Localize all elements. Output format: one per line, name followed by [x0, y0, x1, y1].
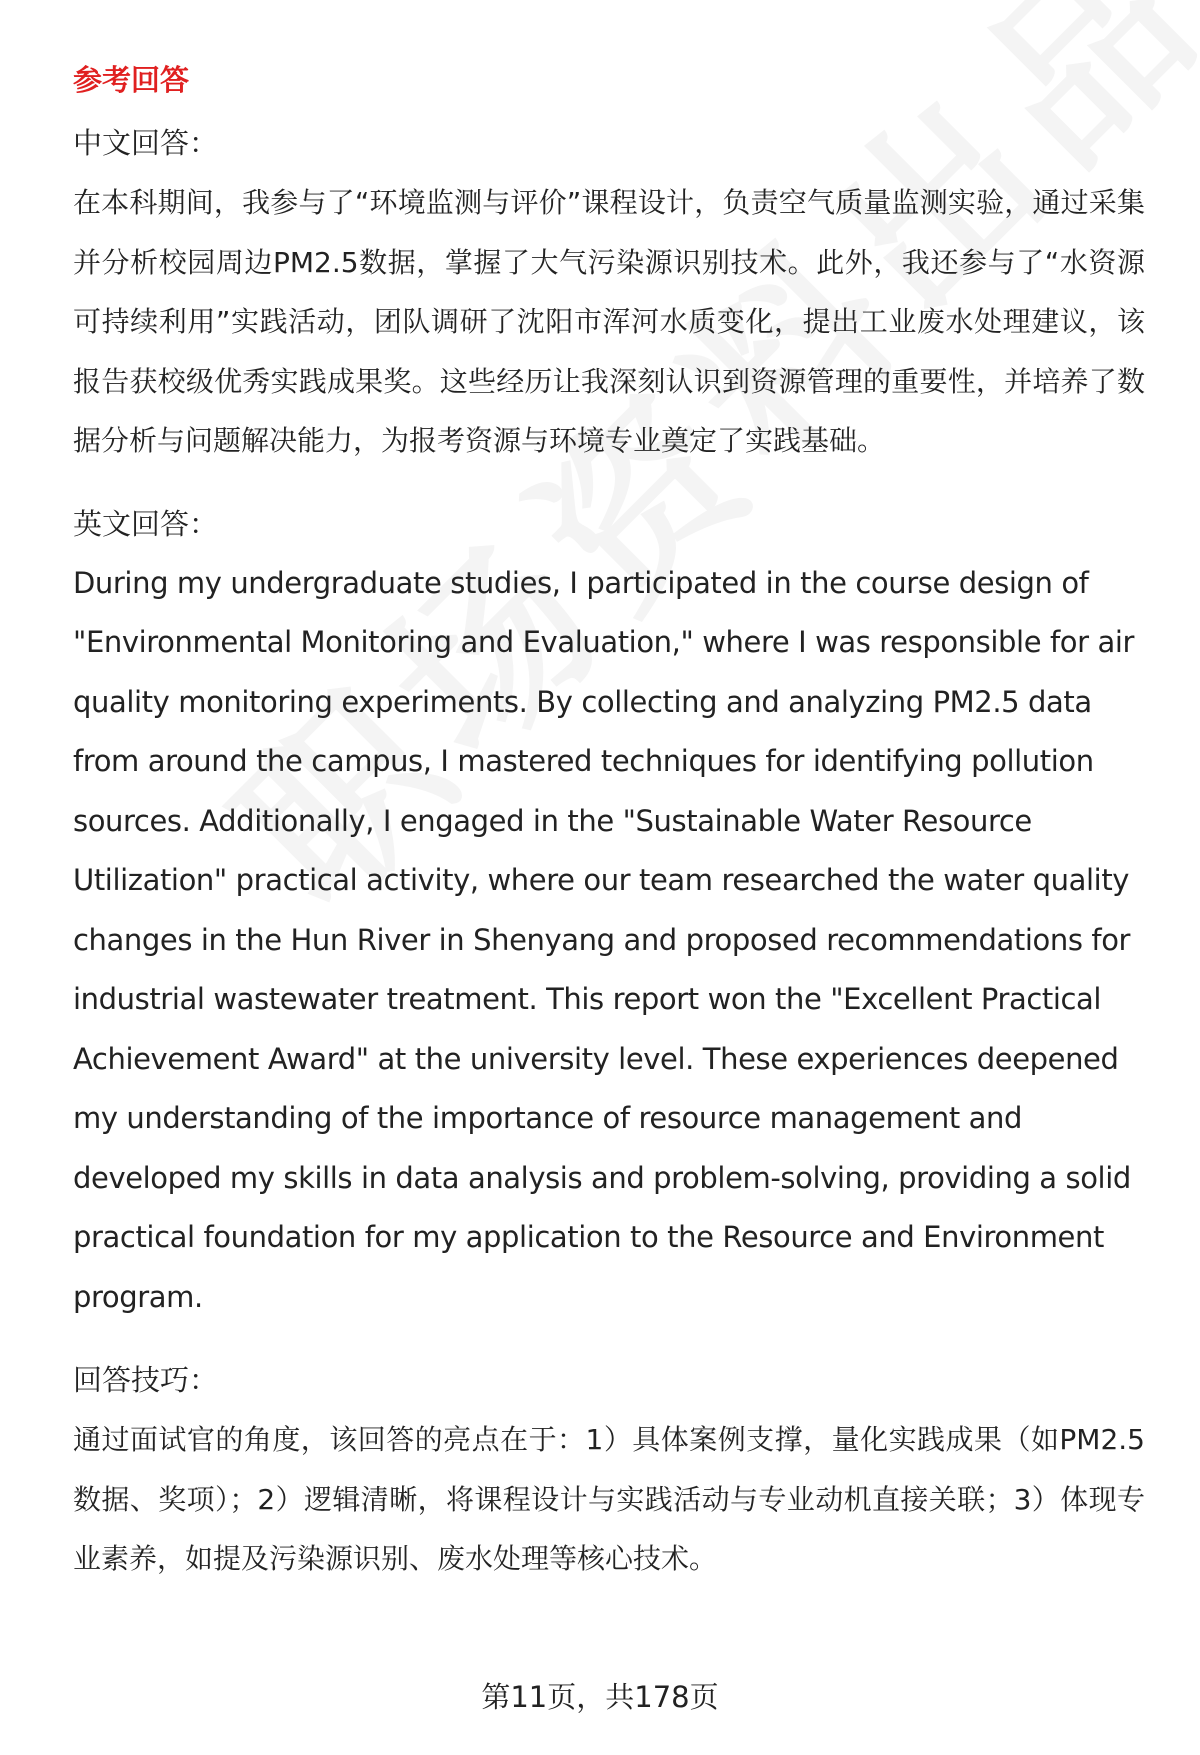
- chinese-answer-label: 中文回答：: [73, 126, 219, 160]
- chinese-answer-text: 在本科期间，我参与了“环境监测与评价”课程设计，负责空气质量监测实验，通过采集并分析校园周边PM2.5数据，掌握了大气污染源识别技术。此外，我还参与了“水资源可持续利用”实践活动，团队调研了沈阳市浑河水质变化，提出工业废水处理建议，该报告获校级优秀实践成果奖。这些经历让我深刻认识到资源管理的重要性，并培养了数据分析与问题解决能力，为报考资源与环境专业奠定了实践基础。: [73, 186, 1145, 457]
- tips-label: 回答技巧：: [73, 1363, 219, 1397]
- page-indicator: 第11页，共178页: [481, 1680, 719, 1714]
- tips-section: [73, 1350, 1145, 1589]
- document-page: [73, 52, 1145, 1589]
- english-answer-section: [73, 494, 1145, 1328]
- english-answer-label: 英文回答：: [73, 506, 219, 541]
- tips-text: 通过面试官的角度，该回答的亮点在于：1）具体案例支撑，量化实践成果（如PM2.5数据、奖项）；2）逻辑清晰，将课程设计与实践活动与专业动机直接关联；3）体现专业素养，如提及污染源识别、废水处理等核心技术。: [73, 1423, 1145, 1575]
- page-heading: 参考回答: [73, 63, 190, 97]
- chinese-answer-section: [73, 113, 1145, 471]
- english-answer-text: During my undergraduate studies, I participated in the course design of "Environmental Monitoring and Evaluation," where I was responsible for air quality monitoring experiments. By collecting and analyzing PM2.5 data from around the campus, I mastered techniques for identifying pollution sources. Additionally, I engaged in the "Sustainable Water Resource Utilization" practical activity, where our team researched the water quality changes in the Hun River in Shenyang and proposed recommendations for industrial wastewater treatment. This report won the "Excellent Practical Achievement Award" at the university level. These experiences deepened my understanding of the importance of resource management and developed my skills in data analysis and problem-solving, providing a solid practical foundation for my application to the Resource and Environment program.: [73, 565, 1135, 1314]
